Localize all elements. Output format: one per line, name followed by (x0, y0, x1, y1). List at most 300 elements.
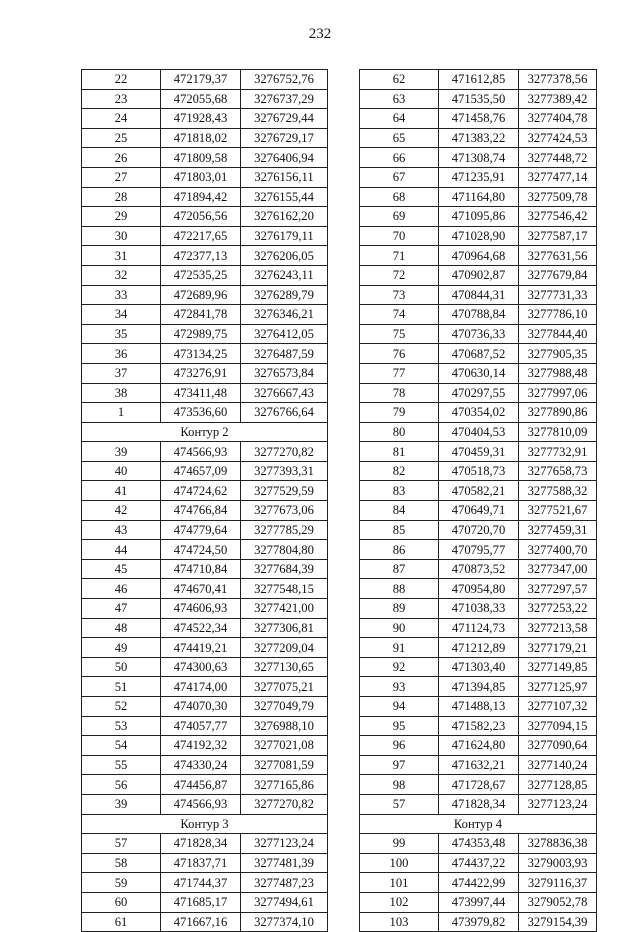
contour-heading: Контур 4 (360, 814, 597, 834)
x-coordinate-cell: 473536,60 (161, 403, 241, 423)
y-coordinate-cell: 3277075,21 (241, 677, 328, 697)
y-coordinate-cell: 3276206,05 (241, 246, 328, 266)
x-coordinate-cell: 471095,86 (439, 207, 519, 227)
point-number-cell: 74 (360, 305, 439, 325)
x-coordinate-cell: 470518,73 (439, 461, 519, 481)
point-number-cell: 62 (360, 70, 439, 90)
x-coordinate-cell: 472179,37 (161, 70, 241, 90)
point-number-cell: 57 (360, 794, 439, 814)
table-row (82, 363, 328, 383)
y-coordinate-cell: 3277393,31 (241, 461, 328, 481)
point-number-cell: 35 (82, 324, 161, 344)
x-coordinate-cell: 473276,91 (161, 363, 241, 383)
y-coordinate-cell: 3277081,59 (241, 755, 328, 775)
y-coordinate-cell: 3277165,86 (241, 775, 328, 795)
point-number-cell: 90 (360, 618, 439, 638)
x-coordinate-cell: 471828,34 (161, 834, 241, 854)
x-coordinate-cell: 470582,21 (439, 481, 519, 501)
x-coordinate-cell: 471488,13 (439, 697, 519, 717)
table-row (360, 638, 597, 658)
y-coordinate-cell: 3277679,84 (519, 265, 597, 285)
x-coordinate-cell: 470788,84 (439, 305, 519, 325)
y-coordinate-cell: 3277123,24 (519, 794, 597, 814)
table-row (360, 697, 597, 717)
x-coordinate-cell: 471624,80 (439, 736, 519, 756)
x-coordinate-cell: 473411,48 (161, 383, 241, 403)
y-coordinate-cell: 3277905,35 (519, 344, 597, 364)
point-number-cell: 86 (360, 540, 439, 560)
y-coordinate-cell: 3277421,00 (241, 599, 328, 619)
table-row (82, 265, 328, 285)
x-coordinate-cell: 470649,71 (439, 501, 519, 521)
x-coordinate-cell: 472535,25 (161, 265, 241, 285)
y-coordinate-cell: 3277588,32 (519, 481, 597, 501)
x-coordinate-cell: 471535,50 (439, 89, 519, 109)
table-row (82, 520, 328, 540)
x-coordinate-cell: 470297,55 (439, 383, 519, 403)
point-number-cell: 56 (82, 775, 161, 795)
y-coordinate-cell: 3276155,44 (241, 187, 328, 207)
point-number-cell: 39 (82, 794, 161, 814)
x-coordinate-cell: 474192,32 (161, 736, 241, 756)
point-number-cell: 34 (82, 305, 161, 325)
point-number-cell: 55 (82, 755, 161, 775)
table-row (82, 461, 328, 481)
contour-heading: Контур 2 (82, 422, 328, 442)
x-coordinate-cell: 471632,21 (439, 755, 519, 775)
y-coordinate-cell: 3277448,72 (519, 148, 597, 168)
table-row (360, 501, 597, 521)
table-row (82, 618, 328, 638)
table-row (82, 775, 328, 795)
point-number-cell: 93 (360, 677, 439, 697)
point-number-cell: 29 (82, 207, 161, 227)
table-row (82, 697, 328, 717)
point-number-cell: 64 (360, 109, 439, 129)
y-coordinate-cell: 3277804,80 (241, 540, 328, 560)
x-coordinate-cell: 470687,52 (439, 344, 519, 364)
y-coordinate-cell: 3277130,65 (241, 657, 328, 677)
y-coordinate-cell: 3277253,22 (519, 599, 597, 619)
x-coordinate-cell: 474766,84 (161, 501, 241, 521)
x-coordinate-cell: 473997,44 (439, 892, 519, 912)
y-coordinate-cell: 3277494,61 (241, 892, 328, 912)
x-coordinate-cell: 471028,90 (439, 226, 519, 246)
y-coordinate-cell: 3277107,32 (519, 697, 597, 717)
table-row (360, 716, 597, 736)
x-coordinate-cell: 471124,73 (439, 618, 519, 638)
point-number-cell: 63 (360, 89, 439, 109)
x-coordinate-cell: 474174,00 (161, 677, 241, 697)
table-row (82, 148, 328, 168)
page-number: 232 (308, 26, 332, 42)
point-number-cell: 73 (360, 285, 439, 305)
table-row (82, 755, 328, 775)
table-row (360, 834, 597, 854)
x-coordinate-cell: 470736,33 (439, 324, 519, 344)
y-coordinate-cell: 3276162,20 (241, 207, 328, 227)
table-row (360, 442, 597, 462)
y-coordinate-cell: 3277125,97 (519, 677, 597, 697)
point-number-cell: 28 (82, 187, 161, 207)
x-coordinate-cell: 474437,22 (439, 853, 519, 873)
y-coordinate-cell: 3276988,10 (241, 716, 328, 736)
point-number-cell: 60 (82, 892, 161, 912)
table-row (82, 70, 328, 90)
point-number-cell: 43 (82, 520, 161, 540)
point-number-cell: 38 (82, 383, 161, 403)
y-coordinate-cell: 3276179,11 (241, 226, 328, 246)
x-coordinate-cell: 474057,77 (161, 716, 241, 736)
x-coordinate-cell: 470630,14 (439, 363, 519, 383)
table-row (360, 736, 597, 756)
x-coordinate-cell: 471038,33 (439, 599, 519, 619)
point-number-cell: 69 (360, 207, 439, 227)
point-number-cell: 80 (360, 422, 439, 442)
x-coordinate-cell: 474566,93 (161, 794, 241, 814)
point-number-cell: 57 (82, 834, 161, 854)
table-row (360, 70, 597, 90)
point-number-cell: 68 (360, 187, 439, 207)
table-row (82, 344, 328, 364)
y-coordinate-cell: 3277123,24 (241, 834, 328, 854)
point-number-cell: 91 (360, 638, 439, 658)
table-row (82, 226, 328, 246)
x-coordinate-cell: 472056,56 (161, 207, 241, 227)
point-number-cell: 97 (360, 755, 439, 775)
point-number-cell: 101 (360, 873, 439, 893)
point-number-cell: 82 (360, 461, 439, 481)
y-coordinate-cell: 3276737,29 (241, 89, 328, 109)
y-coordinate-cell: 3277094,15 (519, 716, 597, 736)
y-coordinate-cell: 3277270,82 (241, 442, 328, 462)
table-row (82, 834, 328, 854)
point-number-cell: 100 (360, 853, 439, 873)
x-coordinate-cell: 470795,77 (439, 540, 519, 560)
point-number-cell: 47 (82, 599, 161, 619)
table-row (360, 579, 597, 599)
table-row (82, 559, 328, 579)
y-coordinate-cell: 3277297,57 (519, 579, 597, 599)
x-coordinate-cell: 474710,84 (161, 559, 241, 579)
table-row (360, 892, 597, 912)
table-row (360, 246, 597, 266)
table-row (82, 128, 328, 148)
table-row (82, 207, 328, 227)
y-coordinate-cell: 3277997,06 (519, 383, 597, 403)
x-coordinate-cell: 474522,34 (161, 618, 241, 638)
table-row (360, 148, 597, 168)
table-row (82, 579, 328, 599)
x-coordinate-cell: 471728,67 (439, 775, 519, 795)
point-number-cell: 70 (360, 226, 439, 246)
point-number-cell: 89 (360, 599, 439, 619)
point-number-cell: 41 (82, 481, 161, 501)
table-row (82, 638, 328, 658)
y-coordinate-cell: 3276412,05 (241, 324, 328, 344)
table-row (360, 794, 597, 814)
x-coordinate-cell: 474330,24 (161, 755, 241, 775)
y-coordinate-cell: 3277213,58 (519, 618, 597, 638)
x-coordinate-cell: 470902,87 (439, 265, 519, 285)
y-coordinate-cell: 3277658,73 (519, 461, 597, 481)
point-number-cell: 61 (82, 912, 161, 932)
y-coordinate-cell: 3279052,78 (519, 892, 597, 912)
table-row (360, 677, 597, 697)
x-coordinate-cell: 473134,25 (161, 344, 241, 364)
table-row (360, 403, 597, 423)
table-row (82, 324, 328, 344)
y-coordinate-cell: 3277374,10 (241, 912, 328, 932)
point-number-cell: 87 (360, 559, 439, 579)
table-row (82, 481, 328, 501)
coordinates-table-right (359, 69, 597, 932)
point-number-cell: 67 (360, 167, 439, 187)
x-coordinate-cell: 474657,09 (161, 461, 241, 481)
point-number-cell: 78 (360, 383, 439, 403)
x-coordinate-cell: 471685,17 (161, 892, 241, 912)
x-coordinate-cell: 472689,96 (161, 285, 241, 305)
y-coordinate-cell: 3276406,94 (241, 148, 328, 168)
table-row (360, 618, 597, 638)
point-number-cell: 98 (360, 775, 439, 795)
point-number-cell: 30 (82, 226, 161, 246)
y-coordinate-cell: 3279154,39 (519, 912, 597, 932)
x-coordinate-cell: 474566,93 (161, 442, 241, 462)
point-number-cell: 75 (360, 324, 439, 344)
table-row (360, 559, 597, 579)
x-coordinate-cell: 471394,85 (439, 677, 519, 697)
x-coordinate-cell: 471837,71 (161, 853, 241, 873)
table-row (82, 657, 328, 677)
x-coordinate-cell: 471212,89 (439, 638, 519, 658)
y-coordinate-cell: 3277548,15 (241, 579, 328, 599)
point-number-cell: 88 (360, 579, 439, 599)
x-coordinate-cell: 472217,65 (161, 226, 241, 246)
x-coordinate-cell: 474670,41 (161, 579, 241, 599)
table-row (360, 285, 597, 305)
table-row (360, 755, 597, 775)
point-number-cell: 32 (82, 265, 161, 285)
table-row (360, 324, 597, 344)
x-coordinate-cell: 471612,85 (439, 70, 519, 90)
point-number-cell: 45 (82, 559, 161, 579)
point-number-cell: 33 (82, 285, 161, 305)
x-coordinate-cell: 471383,22 (439, 128, 519, 148)
table-row (360, 520, 597, 540)
point-number-cell: 44 (82, 540, 161, 560)
y-coordinate-cell: 3277988,48 (519, 363, 597, 383)
contour-heading-row (360, 814, 597, 834)
y-coordinate-cell: 3277179,21 (519, 638, 597, 658)
y-coordinate-cell: 3276729,17 (241, 128, 328, 148)
table-row (360, 363, 597, 383)
table-row (82, 442, 328, 462)
table-row (360, 207, 597, 227)
point-number-cell: 48 (82, 618, 161, 638)
x-coordinate-cell: 474300,63 (161, 657, 241, 677)
contour-heading: Контур 3 (82, 814, 328, 834)
point-number-cell: 79 (360, 403, 439, 423)
point-number-cell: 59 (82, 873, 161, 893)
y-coordinate-cell: 3277481,39 (241, 853, 328, 873)
point-number-cell: 99 (360, 834, 439, 854)
contour-heading-row (82, 814, 328, 834)
point-number-cell: 77 (360, 363, 439, 383)
coordinates-table-left (81, 69, 328, 932)
x-coordinate-cell: 474070,30 (161, 697, 241, 717)
x-coordinate-cell: 471235,91 (439, 167, 519, 187)
y-coordinate-cell: 3276289,79 (241, 285, 328, 305)
x-coordinate-cell: 471809,58 (161, 148, 241, 168)
point-number-cell: 51 (82, 677, 161, 697)
table-row (82, 912, 328, 932)
table-row (360, 873, 597, 893)
table-row (360, 912, 597, 932)
x-coordinate-cell: 471582,23 (439, 716, 519, 736)
x-coordinate-cell: 474353,48 (439, 834, 519, 854)
x-coordinate-cell: 471928,43 (161, 109, 241, 129)
y-coordinate-cell: 3277546,42 (519, 207, 597, 227)
table-row (82, 89, 328, 109)
y-coordinate-cell: 3277477,14 (519, 167, 597, 187)
x-coordinate-cell: 471303,40 (439, 657, 519, 677)
y-coordinate-cell: 3277509,78 (519, 187, 597, 207)
x-coordinate-cell: 471744,37 (161, 873, 241, 893)
table-row (82, 501, 328, 521)
y-coordinate-cell: 3277347,00 (519, 559, 597, 579)
point-number-cell: 65 (360, 128, 439, 148)
x-coordinate-cell: 471458,76 (439, 109, 519, 129)
point-number-cell: 96 (360, 736, 439, 756)
x-coordinate-cell: 472055,68 (161, 89, 241, 109)
y-coordinate-cell: 3277844,40 (519, 324, 597, 344)
x-coordinate-cell: 472841,78 (161, 305, 241, 325)
x-coordinate-cell: 474606,93 (161, 599, 241, 619)
x-coordinate-cell: 470873,52 (439, 559, 519, 579)
point-number-cell: 39 (82, 442, 161, 462)
point-number-cell: 46 (82, 579, 161, 599)
y-coordinate-cell: 3277529,59 (241, 481, 328, 501)
point-number-cell: 49 (82, 638, 161, 658)
x-coordinate-cell: 474724,50 (161, 540, 241, 560)
table-row (82, 853, 328, 873)
y-coordinate-cell: 3277270,82 (241, 794, 328, 814)
y-coordinate-cell: 3277090,64 (519, 736, 597, 756)
table-row (82, 677, 328, 697)
x-coordinate-cell: 471164,80 (439, 187, 519, 207)
point-number-cell: 37 (82, 363, 161, 383)
y-coordinate-cell: 3277400,70 (519, 540, 597, 560)
y-coordinate-cell: 3276573,84 (241, 363, 328, 383)
point-number-cell: 94 (360, 697, 439, 717)
table-row (82, 167, 328, 187)
table-row (360, 540, 597, 560)
y-coordinate-cell: 3277786,10 (519, 305, 597, 325)
point-number-cell: 31 (82, 246, 161, 266)
table-row (360, 167, 597, 187)
point-number-cell: 36 (82, 344, 161, 364)
x-coordinate-cell: 471818,02 (161, 128, 241, 148)
y-coordinate-cell: 3277149,85 (519, 657, 597, 677)
y-coordinate-cell: 3276346,21 (241, 305, 328, 325)
point-number-cell: 95 (360, 716, 439, 736)
y-coordinate-cell: 3276752,76 (241, 70, 328, 90)
x-coordinate-cell: 471308,74 (439, 148, 519, 168)
y-coordinate-cell: 3277673,06 (241, 501, 328, 521)
point-number-cell: 40 (82, 461, 161, 481)
table-row (360, 187, 597, 207)
table-row (360, 422, 597, 442)
x-coordinate-cell: 470964,68 (439, 246, 519, 266)
x-coordinate-cell: 474419,21 (161, 638, 241, 658)
point-number-cell: 53 (82, 716, 161, 736)
y-coordinate-cell: 3277404,78 (519, 109, 597, 129)
y-coordinate-cell: 3276766,64 (241, 403, 328, 423)
y-coordinate-cell: 3277890,86 (519, 403, 597, 423)
y-coordinate-cell: 3277140,24 (519, 755, 597, 775)
point-number-cell: 85 (360, 520, 439, 540)
point-number-cell: 92 (360, 657, 439, 677)
x-coordinate-cell: 471667,16 (161, 912, 241, 932)
table-row (82, 794, 328, 814)
point-number-cell: 1 (82, 403, 161, 423)
x-coordinate-cell: 472989,75 (161, 324, 241, 344)
table-row (360, 128, 597, 148)
x-coordinate-cell: 474422,99 (439, 873, 519, 893)
point-number-cell: 52 (82, 697, 161, 717)
table-row (82, 540, 328, 560)
table-row (360, 226, 597, 246)
table-row (82, 383, 328, 403)
x-coordinate-cell: 470844,31 (439, 285, 519, 305)
table-row (82, 892, 328, 912)
y-coordinate-cell: 3277459,31 (519, 520, 597, 540)
table-row (82, 285, 328, 305)
point-number-cell: 50 (82, 657, 161, 677)
y-coordinate-cell: 3276487,59 (241, 344, 328, 364)
table-row (360, 109, 597, 129)
point-number-cell: 58 (82, 853, 161, 873)
y-coordinate-cell: 3277731,33 (519, 285, 597, 305)
x-coordinate-cell: 470954,80 (439, 579, 519, 599)
table-row (360, 461, 597, 481)
y-coordinate-cell: 3277378,56 (519, 70, 597, 90)
point-number-cell: 23 (82, 89, 161, 109)
y-coordinate-cell: 3277424,53 (519, 128, 597, 148)
point-number-cell: 42 (82, 501, 161, 521)
x-coordinate-cell: 471828,34 (439, 794, 519, 814)
y-coordinate-cell: 3277631,56 (519, 246, 597, 266)
table-row (360, 344, 597, 364)
x-coordinate-cell: 474779,64 (161, 520, 241, 540)
y-coordinate-cell: 3277785,29 (241, 520, 328, 540)
y-coordinate-cell: 3279116,37 (519, 873, 597, 893)
point-number-cell: 22 (82, 70, 161, 90)
point-number-cell: 71 (360, 246, 439, 266)
y-coordinate-cell: 3277810,09 (519, 422, 597, 442)
point-number-cell: 72 (360, 265, 439, 285)
x-coordinate-cell: 470404,53 (439, 422, 519, 442)
table-row (360, 265, 597, 285)
table-row (360, 599, 597, 619)
table-row (82, 187, 328, 207)
table-row (82, 403, 328, 423)
y-coordinate-cell: 3277306,81 (241, 618, 328, 638)
point-number-cell: 27 (82, 167, 161, 187)
point-number-cell: 25 (82, 128, 161, 148)
table-row (82, 716, 328, 736)
